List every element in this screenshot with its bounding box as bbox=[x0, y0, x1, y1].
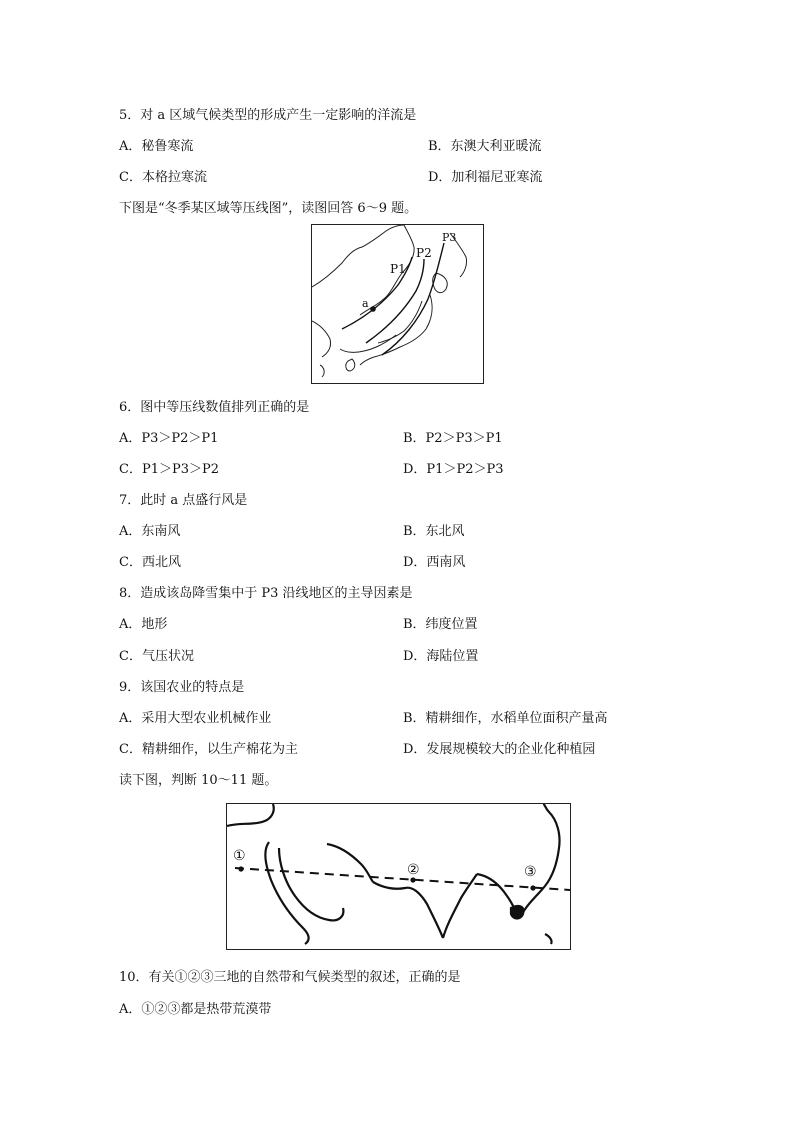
sea-coast bbox=[340, 335, 396, 352]
q5-option-c: C．本格拉寒流 bbox=[119, 170, 207, 185]
gulf-coast bbox=[327, 844, 373, 882]
mainland-coast bbox=[312, 225, 404, 287]
q8-stem: 8．造成该岛降雪集中于 P3 沿线地区的主导因素是 bbox=[119, 586, 413, 601]
northwest-coast bbox=[227, 804, 274, 826]
q9-option-b: B．精耕细作，水稻单位面积产量高 bbox=[403, 711, 608, 726]
q5-stem: 5．对 a 区域气候类型的形成产生一定影响的洋流是 bbox=[119, 108, 417, 123]
q6-option-a: A．P3＞P2＞P1 bbox=[119, 431, 219, 446]
intro-6-9: 下图是“冬季某区域等压线图”，读图回答 6～9 题。 bbox=[119, 201, 418, 216]
label-p1: P1 bbox=[390, 262, 406, 276]
honshu-coast bbox=[360, 295, 432, 365]
label-3: ③ bbox=[524, 864, 537, 880]
q8-option-d: D．海陆位置 bbox=[403, 649, 479, 664]
q6-stem: 6．图中等压线数值排列正确的是 bbox=[119, 400, 310, 415]
q9-option-c: C．精耕细作，以生产棉花为主 bbox=[119, 742, 298, 757]
china-coast bbox=[521, 804, 560, 916]
q10-stem: 10．有关①②③三地的自然带和气候类型的叙述，正确的是 bbox=[119, 970, 461, 985]
label-1: ① bbox=[233, 848, 246, 864]
q5-option-d: D．加利福尼亚寒流 bbox=[428, 170, 543, 185]
point-1-marker bbox=[238, 866, 243, 871]
q10-option-a: A．①②③都是热带荒漠带 bbox=[119, 1002, 272, 1017]
isobar-map bbox=[311, 224, 484, 384]
arabia-coast bbox=[279, 848, 343, 920]
kyushu-coast bbox=[346, 359, 355, 371]
q5-option-b: B．东澳大利亚暖流 bbox=[428, 139, 542, 154]
q7-option-b: B．东北风 bbox=[403, 524, 465, 539]
q7-stem: 7．此时 a 点盛行风是 bbox=[119, 493, 248, 508]
point-3-marker bbox=[530, 885, 535, 890]
peninsula-coast bbox=[312, 321, 331, 357]
q8-option-a: A．地形 bbox=[119, 617, 168, 632]
island-shape bbox=[511, 906, 523, 919]
india-west-coast bbox=[373, 882, 443, 938]
label-p3: P3 bbox=[442, 231, 457, 244]
q9-stem: 9．该国农业的特点是 bbox=[119, 680, 245, 695]
q6-option-c: C．P1＞P3＞P2 bbox=[119, 462, 220, 477]
q7-option-c: C．西北风 bbox=[119, 555, 181, 570]
latitude-map bbox=[226, 803, 571, 950]
q9-option-a: A．采用大型农业机械作业 bbox=[119, 711, 272, 726]
label-a: a bbox=[362, 297, 369, 310]
point-a-marker bbox=[370, 306, 376, 312]
label-2: ② bbox=[407, 862, 420, 878]
label-p2: P2 bbox=[416, 246, 432, 260]
q6-option-d: D．P1＞P2＞P3 bbox=[403, 462, 504, 477]
red-sea-west-coast bbox=[265, 842, 308, 944]
point-2-marker bbox=[410, 877, 415, 882]
q8-option-b: B．纬度位置 bbox=[403, 617, 478, 632]
intro-10-11: 读下图，判断 10～11 题。 bbox=[119, 773, 278, 788]
q7-option-a: A．东南风 bbox=[119, 524, 181, 539]
small-island-coast bbox=[545, 934, 552, 944]
q8-option-c: C．气压状况 bbox=[119, 649, 194, 664]
q7-option-d: D．西南风 bbox=[403, 555, 466, 570]
small-island bbox=[320, 365, 324, 377]
q5-option-a: A．秘鲁寒流 bbox=[119, 139, 194, 154]
q6-option-b: B．P2＞P3＞P1 bbox=[403, 431, 503, 446]
q9-option-d: D．发展规模较大的企业化种植园 bbox=[403, 742, 596, 757]
